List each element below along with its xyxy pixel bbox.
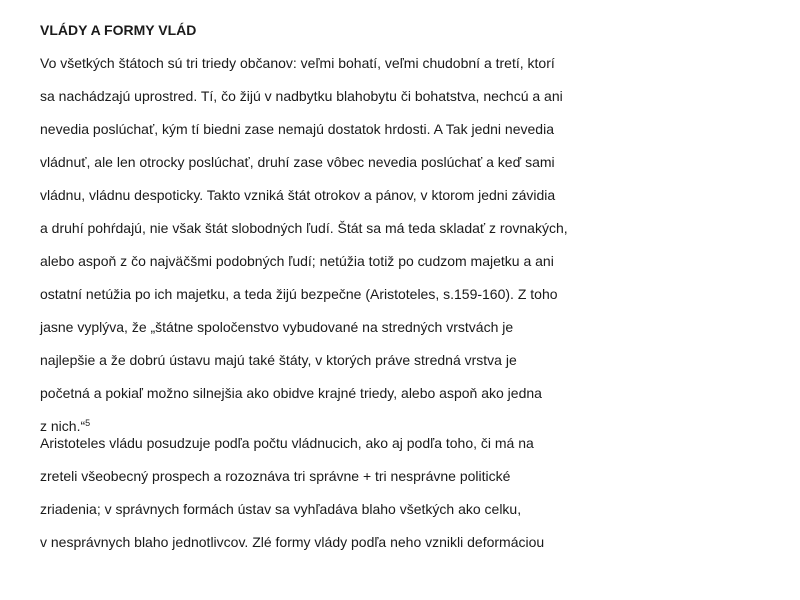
text-line-15: zriadenia; v správnych formách ústav sa vyhľadáva blaho všetkých ako celku, bbox=[40, 501, 522, 517]
text-line-5: vládnu, vládnu despoticky. Takto vzniká štát otrokov a pánov, v ktorom jedni závidia bbox=[40, 187, 556, 203]
text-line-14: zreteli všeobecný prospech a rozoznáva tri správne + tri nesprávne politické bbox=[40, 468, 511, 484]
section-heading: VLÁDY A FORMY VLÁD bbox=[40, 22, 197, 38]
text-line-13: Aristoteles vládu posudzuje podľa počtu vládnucich, ako aj podľa toho, či má na bbox=[40, 435, 534, 451]
footnote-reference[interactable]: 5 bbox=[85, 418, 91, 428]
text-line-2: sa nachádzajú uprostred. Tí, čo žijú v nadbytku blahobytu či bohatstva, nechcú a ani bbox=[40, 88, 563, 104]
text-line-6: a druhí pohŕdajú, nie však štát slobodných ľudí. Štát sa má teda skladať z rovnakých, bbox=[40, 220, 568, 236]
text-line-8: ostatní netúžia po ich majetku, a teda žijú bezpečne (Aristoteles, s.159-160). Z toho bbox=[40, 286, 558, 302]
text-line-4: vládnuť, ale len otrocky poslúchať, druhí zase vôbec nevedia poslúchať a keď sami bbox=[40, 154, 555, 170]
document-page bbox=[40, 22, 600, 567]
text-line-1: Vo všetkých štátoch sú tri triedy občanov: veľmi bohatí, veľmi chudobní a tretí, ktorí bbox=[40, 55, 555, 71]
text-line-11: početná a pokiaľ možno silnejšia ako obidve krajné triedy, alebo aspoň ako jedna bbox=[40, 385, 542, 401]
text-line-3: nevedia poslúchať, kým tí biedni zase nemajú dostatok hrdosti. A Tak jedni nevedia bbox=[40, 121, 554, 137]
text-line-16: v nesprávnych blaho jednotlivcov. Zlé formy vlády podľa neho vznikli deformáciou bbox=[40, 534, 545, 550]
text-line-7: alebo aspoň z čo najväčšmi podobných ľudí; netúžia totiž po cudzom majetku a ani bbox=[40, 253, 554, 269]
text-line-9: jasne vyplýva, že „štátne spoločenstvo vybudované na stredných vrstvách je bbox=[40, 319, 514, 335]
text-line-12-text: z nich.“ bbox=[40, 418, 86, 434]
text-line-10: najlepšie a že dobrú ústavu majú také štáty, v ktorých práve stredná vrstva je bbox=[40, 352, 517, 368]
text-line-12 bbox=[40, 418, 600, 435]
